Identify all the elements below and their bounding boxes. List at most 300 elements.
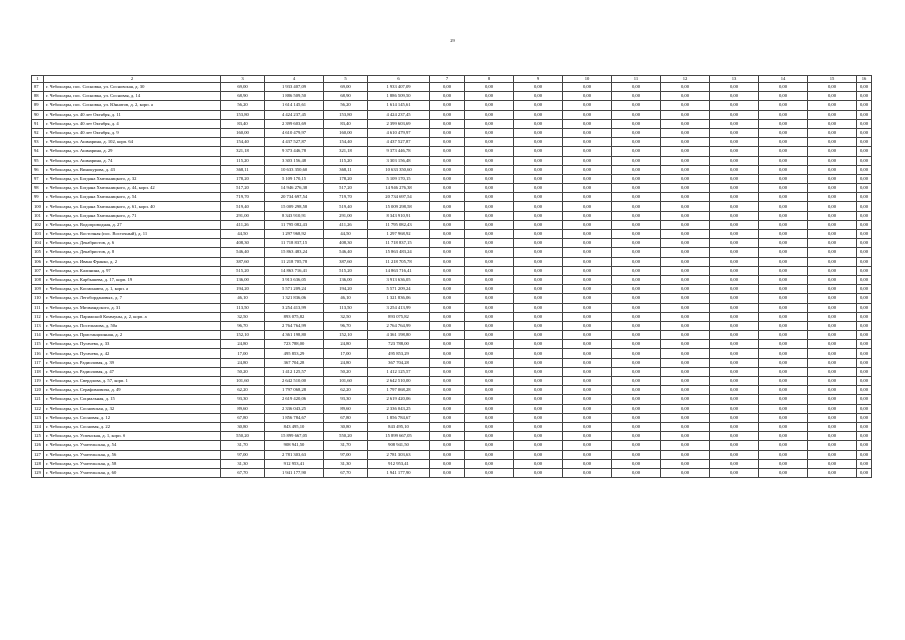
- cell-col-16: 0,00: [857, 119, 872, 128]
- cell-cost-2: 5 571 209,24: [368, 285, 430, 294]
- cell-row-number: 94: [32, 147, 44, 156]
- cell-cost-total: 14 863 716,41: [265, 266, 324, 275]
- cell-col-15: 0,00: [808, 83, 857, 92]
- cell-col-16: 0,00: [857, 110, 872, 119]
- cell-address: г. Чебоксары, ул. Сосновая, д. 22: [44, 422, 221, 431]
- cell-address: г. Чебоксары, ул. Карбышева, д. 17, корп. 19: [44, 275, 221, 284]
- cell-col-12: 0,00: [661, 138, 710, 147]
- cell-col-15: 0,00: [808, 248, 857, 257]
- cell-col-14: 0,00: [759, 321, 808, 330]
- cell-cost-total: 908 941,50: [265, 441, 324, 450]
- cell-col-12: 0,00: [661, 156, 710, 165]
- cell-col-14: 0,00: [759, 239, 808, 248]
- cell-col-15: 0,00: [808, 395, 857, 404]
- cell-cost-2: 8 343 910,91: [368, 211, 430, 220]
- cell-address: г. Чебоксары, ул. Богдана Хмельницкого, д. 54: [44, 193, 221, 202]
- cell-row-number: 128: [32, 459, 44, 468]
- cell-row-number: 100: [32, 202, 44, 211]
- cell-cost-total: 4 424 237,45: [265, 110, 324, 119]
- cell-area-2: 31,30: [324, 459, 368, 468]
- cell-col-8: 0,00: [465, 303, 514, 312]
- cell-col-12: 0,00: [661, 257, 710, 266]
- cell-cost-total: 3 913 636,05: [265, 275, 324, 284]
- cell-cost-2: 3 303 156,48: [368, 156, 430, 165]
- cell-col-9: 0,00: [514, 349, 563, 358]
- cell-cost-total: 15 863 483,24: [265, 248, 324, 257]
- cell-col-11: 0,00: [612, 386, 661, 395]
- cell-col-13: 0,00: [710, 147, 759, 156]
- table-row: [32, 441, 872, 450]
- cell-col-9: 0,00: [514, 92, 563, 101]
- cell-col-14: 0,00: [759, 450, 808, 459]
- cell-address: г. Чебоксары, ул. Парижской Коммуны, д. 2, корп. а: [44, 312, 221, 321]
- cell-area-total: 31,70: [221, 441, 265, 450]
- cell-col-8: 0,00: [465, 257, 514, 266]
- cell-col-10: 0,00: [563, 367, 612, 376]
- cell-col-15: 0,00: [808, 174, 857, 183]
- cell-col-14: 0,00: [759, 331, 808, 340]
- cell-col-13: 0,00: [710, 413, 759, 422]
- cell-col-10: 0,00: [563, 184, 612, 193]
- header-cell-col-9: 9: [514, 76, 563, 83]
- cell-col-9: 0,00: [514, 220, 563, 229]
- cell-col-7: 0,00: [430, 248, 465, 257]
- table-row: [32, 450, 872, 459]
- cell-col-11: 0,00: [612, 468, 661, 477]
- cell-cost-2: 4 424 237,45: [368, 110, 430, 119]
- cell-col-11: 0,00: [612, 266, 661, 275]
- cell-col-16: 0,00: [857, 147, 872, 156]
- cell-col-10: 0,00: [563, 101, 612, 110]
- cell-col-14: 0,00: [759, 248, 808, 257]
- cell-col-7: 0,00: [430, 184, 465, 193]
- cell-address: г. Чебоксары, ул. Учительская, д. 54: [44, 441, 221, 450]
- cell-area-2: 24,80: [324, 358, 368, 367]
- cell-cost-total: 11 795 082,43: [265, 220, 324, 229]
- cell-col-11: 0,00: [612, 128, 661, 137]
- cell-row-number: 97: [32, 174, 44, 183]
- cell-col-16: 0,00: [857, 303, 872, 312]
- cell-col-10: 0,00: [563, 358, 612, 367]
- cell-col-12: 0,00: [661, 413, 710, 422]
- cell-cost-total: 2 642 510,00: [265, 377, 324, 386]
- cell-col-9: 0,00: [514, 432, 563, 441]
- cell-col-14: 0,00: [759, 349, 808, 358]
- cell-col-9: 0,00: [514, 377, 563, 386]
- cell-col-13: 0,00: [710, 202, 759, 211]
- cell-col-8: 0,00: [465, 413, 514, 422]
- cell-cost-2: 1 856 784,67: [368, 413, 430, 422]
- cell-area-2: 115,20: [324, 156, 368, 165]
- cell-cost-2: 4 437 527,87: [368, 138, 430, 147]
- cell-col-7: 0,00: [430, 358, 465, 367]
- cell-col-15: 0,00: [808, 275, 857, 284]
- cell-col-13: 0,00: [710, 156, 759, 165]
- cell-col-7: 0,00: [430, 294, 465, 303]
- cell-col-16: 0,00: [857, 257, 872, 266]
- cell-col-11: 0,00: [612, 450, 661, 459]
- cell-area-2: 387,60: [324, 257, 368, 266]
- cell-col-13: 0,00: [710, 459, 759, 468]
- cell-row-number: 112: [32, 312, 44, 321]
- cell-col-14: 0,00: [759, 367, 808, 376]
- cell-col-9: 0,00: [514, 101, 563, 110]
- cell-address: г. Чебоксары, ул. 40 лет Октября, д. 9: [44, 128, 221, 137]
- cell-col-11: 0,00: [612, 92, 661, 101]
- cell-col-12: 0,00: [661, 340, 710, 349]
- cell-col-14: 0,00: [759, 432, 808, 441]
- cell-area-total: 46,10: [221, 294, 265, 303]
- cell-cost-2: 2 399 603,69: [368, 119, 430, 128]
- cell-col-14: 0,00: [759, 147, 808, 156]
- cell-col-14: 0,00: [759, 211, 808, 220]
- cell-col-8: 0,00: [465, 266, 514, 275]
- cell-area-2: 68,90: [324, 92, 368, 101]
- cell-col-9: 0,00: [514, 459, 563, 468]
- cell-cost-total: 843 495,10: [265, 422, 324, 431]
- cell-col-14: 0,00: [759, 441, 808, 450]
- table-row: [32, 202, 872, 211]
- cell-area-2: 30,80: [324, 422, 368, 431]
- cell-cost-total: 1 614 145,61: [265, 101, 324, 110]
- cell-col-13: 0,00: [710, 257, 759, 266]
- cell-col-12: 0,00: [661, 165, 710, 174]
- cell-col-13: 0,00: [710, 83, 759, 92]
- cell-col-14: 0,00: [759, 303, 808, 312]
- cell-col-12: 0,00: [661, 285, 710, 294]
- cell-col-16: 0,00: [857, 193, 872, 202]
- cell-col-11: 0,00: [612, 312, 661, 321]
- cell-row-number: 92: [32, 128, 44, 137]
- cell-col-8: 0,00: [465, 367, 514, 376]
- cell-area-total: 113,50: [221, 303, 265, 312]
- cell-address: г. Чебоксары, ул. Сосновая, д. 12: [44, 413, 221, 422]
- cell-col-7: 0,00: [430, 138, 465, 147]
- cell-cost-total: 1 412 125,57: [265, 367, 324, 376]
- cell-col-16: 0,00: [857, 266, 872, 275]
- cell-col-15: 0,00: [808, 358, 857, 367]
- cell-row-number: 111: [32, 303, 44, 312]
- cell-row-number: 87: [32, 83, 44, 92]
- cell-col-16: 0,00: [857, 211, 872, 220]
- table-row: [32, 367, 872, 376]
- cell-area-total: 517,20: [221, 184, 265, 193]
- cell-col-14: 0,00: [759, 377, 808, 386]
- cell-col-11: 0,00: [612, 404, 661, 413]
- cell-col-16: 0,00: [857, 248, 872, 257]
- cell-row-number: 113: [32, 321, 44, 330]
- cell-area-total: 101,60: [221, 377, 265, 386]
- cell-address: г. Чебоксары, ул. Богдана Хмельницкого, д. 71: [44, 211, 221, 220]
- cell-col-16: 0,00: [857, 377, 872, 386]
- cell-area-total: 30,80: [221, 422, 265, 431]
- cell-col-12: 0,00: [661, 422, 710, 431]
- cell-area-total: 178,20: [221, 174, 265, 183]
- cell-area-total: 67,80: [221, 413, 265, 422]
- cell-row-number: 126: [32, 441, 44, 450]
- cell-col-15: 0,00: [808, 101, 857, 110]
- cell-col-16: 0,00: [857, 275, 872, 284]
- cell-row-number: 102: [32, 220, 44, 229]
- cell-col-13: 0,00: [710, 358, 759, 367]
- cell-col-14: 0,00: [759, 266, 808, 275]
- cell-col-14: 0,00: [759, 110, 808, 119]
- cell-col-13: 0,00: [710, 468, 759, 477]
- cell-col-8: 0,00: [465, 321, 514, 330]
- cell-area-total: 291,00: [221, 211, 265, 220]
- cell-col-13: 0,00: [710, 266, 759, 275]
- cell-address: г. Чебоксары, ул. Ашмарина, д. 102, корп. 64: [44, 138, 221, 147]
- cell-cost-total: 1 321 836,06: [265, 294, 324, 303]
- cell-col-7: 0,00: [430, 110, 465, 119]
- cell-col-7: 0,00: [430, 331, 465, 340]
- cell-cost-2: 912 953,41: [368, 459, 430, 468]
- cell-col-7: 0,00: [430, 257, 465, 266]
- cell-cost-total: 723 788,00: [265, 340, 324, 349]
- cell-cost-2: 1 886 509,50: [368, 92, 430, 101]
- cell-col-11: 0,00: [612, 202, 661, 211]
- header-cell-col-7: 7: [430, 76, 465, 83]
- cell-row-number: 125: [32, 432, 44, 441]
- cell-col-11: 0,00: [612, 459, 661, 468]
- cell-col-11: 0,00: [612, 275, 661, 284]
- cell-col-14: 0,00: [759, 184, 808, 193]
- cell-address: г. Чебоксары, ул. Мичмандского, д. 31: [44, 303, 221, 312]
- cell-col-9: 0,00: [514, 128, 563, 137]
- cell-col-7: 0,00: [430, 239, 465, 248]
- table-row: [32, 331, 872, 340]
- cell-cost-2: 367 704,28: [368, 358, 430, 367]
- cell-area-2: 517,20: [324, 184, 368, 193]
- cell-area-total: 50,20: [221, 367, 265, 376]
- cell-col-10: 0,00: [563, 395, 612, 404]
- cell-cost-2: 893 075,82: [368, 312, 430, 321]
- cell-col-16: 0,00: [857, 202, 872, 211]
- table-row: [32, 147, 872, 156]
- cell-col-16: 0,00: [857, 432, 872, 441]
- cell-area-total: 154,40: [221, 138, 265, 147]
- cell-address: г. Чебоксары, ул. Легобордановых, д. 7: [44, 294, 221, 303]
- cell-col-11: 0,00: [612, 156, 661, 165]
- cell-col-9: 0,00: [514, 239, 563, 248]
- cell-col-8: 0,00: [465, 275, 514, 284]
- cell-col-15: 0,00: [808, 404, 857, 413]
- cell-row-number: 107: [32, 266, 44, 275]
- table-row: [32, 459, 872, 468]
- cell-col-13: 0,00: [710, 128, 759, 137]
- cell-col-12: 0,00: [661, 184, 710, 193]
- cell-row-number: 103: [32, 230, 44, 239]
- cell-col-15: 0,00: [808, 340, 857, 349]
- cell-col-11: 0,00: [612, 101, 661, 110]
- cell-col-13: 0,00: [710, 193, 759, 202]
- table-row: [32, 101, 872, 110]
- cell-col-7: 0,00: [430, 119, 465, 128]
- cell-col-13: 0,00: [710, 119, 759, 128]
- table-row: [32, 294, 872, 303]
- cell-col-13: 0,00: [710, 331, 759, 340]
- cell-area-total: 546,40: [221, 248, 265, 257]
- cell-col-14: 0,00: [759, 230, 808, 239]
- cell-cost-2: 1 941 177,90: [368, 468, 430, 477]
- cell-col-16: 0,00: [857, 92, 872, 101]
- cell-col-10: 0,00: [563, 386, 612, 395]
- cell-col-7: 0,00: [430, 202, 465, 211]
- header-cell-col-8: 8: [465, 76, 514, 83]
- cell-area-total: 136,00: [221, 275, 265, 284]
- cell-cost-2: 15 863 483,24: [368, 248, 430, 257]
- cell-cost-2: 495 853,29: [368, 349, 430, 358]
- cell-col-11: 0,00: [612, 432, 661, 441]
- cell-col-16: 0,00: [857, 413, 872, 422]
- cell-area-total: 96,70: [221, 321, 265, 330]
- cell-col-7: 0,00: [430, 156, 465, 165]
- cell-col-9: 0,00: [514, 312, 563, 321]
- cell-col-11: 0,00: [612, 211, 661, 220]
- cell-col-13: 0,00: [710, 432, 759, 441]
- cell-col-7: 0,00: [430, 386, 465, 395]
- cell-col-7: 0,00: [430, 321, 465, 330]
- cell-col-15: 0,00: [808, 211, 857, 220]
- cell-col-11: 0,00: [612, 349, 661, 358]
- cell-col-8: 0,00: [465, 119, 514, 128]
- cell-cost-total: 893 075,82: [265, 312, 324, 321]
- cell-col-11: 0,00: [612, 395, 661, 404]
- cell-col-16: 0,00: [857, 312, 872, 321]
- cell-area-2: 408,30: [324, 239, 368, 248]
- cell-cost-total: 912 953,41: [265, 459, 324, 468]
- cell-col-14: 0,00: [759, 174, 808, 183]
- cell-col-15: 0,00: [808, 432, 857, 441]
- cell-col-12: 0,00: [661, 312, 710, 321]
- cell-address: г. Чебоксары, пос. Сосновка, ул. Сосновая, д. 14: [44, 92, 221, 101]
- cell-col-10: 0,00: [563, 110, 612, 119]
- cell-col-7: 0,00: [430, 165, 465, 174]
- cell-col-8: 0,00: [465, 83, 514, 92]
- cell-col-8: 0,00: [465, 468, 514, 477]
- cell-col-13: 0,00: [710, 110, 759, 119]
- header-cell-col-10: 10: [563, 76, 612, 83]
- cell-col-13: 0,00: [710, 367, 759, 376]
- cell-address: г. Чебоксары, ул. Социальная, д. 15: [44, 395, 221, 404]
- cell-row-number: 96: [32, 165, 44, 174]
- cell-col-12: 0,00: [661, 128, 710, 137]
- cell-col-12: 0,00: [661, 248, 710, 257]
- cell-col-15: 0,00: [808, 321, 857, 330]
- cell-cost-total: 3 254 413,99: [265, 303, 324, 312]
- cell-area-2: 178,20: [324, 174, 368, 183]
- cell-cost-total: 11 218 705,78: [265, 257, 324, 266]
- cell-col-15: 0,00: [808, 450, 857, 459]
- cell-col-13: 0,00: [710, 386, 759, 395]
- cell-row-number: 105: [32, 248, 44, 257]
- cell-col-15: 0,00: [808, 285, 857, 294]
- cell-col-11: 0,00: [612, 285, 661, 294]
- cell-col-15: 0,00: [808, 266, 857, 275]
- cell-col-9: 0,00: [514, 211, 563, 220]
- cell-col-7: 0,00: [430, 211, 465, 220]
- cell-col-16: 0,00: [857, 450, 872, 459]
- table-row: [32, 257, 872, 266]
- cell-area-2: 719,70: [324, 193, 368, 202]
- cell-col-8: 0,00: [465, 165, 514, 174]
- cell-col-11: 0,00: [612, 358, 661, 367]
- cell-col-9: 0,00: [514, 321, 563, 330]
- cell-col-13: 0,00: [710, 248, 759, 257]
- cell-area-total: 515,20: [221, 266, 265, 275]
- cell-col-11: 0,00: [612, 340, 661, 349]
- cell-col-14: 0,00: [759, 202, 808, 211]
- cell-cost-total: 2 764 764,99: [265, 321, 324, 330]
- cell-col-14: 0,00: [759, 275, 808, 284]
- cell-col-14: 0,00: [759, 193, 808, 202]
- cell-row-number: 114: [32, 331, 44, 340]
- cell-cost-2: 1 412 125,57: [368, 367, 430, 376]
- cell-col-11: 0,00: [612, 413, 661, 422]
- cell-col-12: 0,00: [661, 92, 710, 101]
- cell-cost-total: 15 009 298,58: [265, 202, 324, 211]
- cell-row-number: 93: [32, 138, 44, 147]
- cell-col-7: 0,00: [430, 441, 465, 450]
- cell-address: г. Чебоксары, ул. Богдана Хмельницкого, д. 61, корп. 40: [44, 202, 221, 211]
- cell-col-10: 0,00: [563, 422, 612, 431]
- cell-area-2: 519,40: [324, 202, 368, 211]
- cell-col-12: 0,00: [661, 303, 710, 312]
- table-row: [32, 395, 872, 404]
- table-row: [32, 184, 872, 193]
- cell-col-16: 0,00: [857, 138, 872, 147]
- cell-address: г. Чебоксары, ул. Винокурова, д. 43: [44, 165, 221, 174]
- cell-area-2: 291,00: [324, 211, 368, 220]
- cell-col-7: 0,00: [430, 275, 465, 284]
- cell-row-number: 117: [32, 358, 44, 367]
- cell-col-10: 0,00: [563, 248, 612, 257]
- cell-address: г. Чебоксары, пос. Сосновка, ул. Сосновская, д. 30: [44, 83, 221, 92]
- cell-col-13: 0,00: [710, 404, 759, 413]
- cell-col-16: 0,00: [857, 468, 872, 477]
- cell-col-12: 0,00: [661, 193, 710, 202]
- cell-col-13: 0,00: [710, 303, 759, 312]
- cell-address: г. Чебоксары, ул. Сосновская, д. 32: [44, 404, 221, 413]
- cell-col-12: 0,00: [661, 331, 710, 340]
- cell-col-12: 0,00: [661, 367, 710, 376]
- cell-col-8: 0,00: [465, 312, 514, 321]
- cell-col-13: 0,00: [710, 294, 759, 303]
- cell-col-15: 0,00: [808, 92, 857, 101]
- cell-cost-total: 8 343 910,91: [265, 211, 324, 220]
- cell-cost-total: 10 633 350,60: [265, 165, 324, 174]
- cell-col-12: 0,00: [661, 294, 710, 303]
- cell-col-11: 0,00: [612, 138, 661, 147]
- cell-col-10: 0,00: [563, 275, 612, 284]
- cell-col-15: 0,00: [808, 220, 857, 229]
- cell-col-10: 0,00: [563, 239, 612, 248]
- cell-row-number: 98: [32, 184, 44, 193]
- cell-col-14: 0,00: [759, 386, 808, 395]
- cell-area-total: 97,00: [221, 450, 265, 459]
- cell-area-total: 408,30: [221, 239, 265, 248]
- cell-col-8: 0,00: [465, 441, 514, 450]
- cell-area-2: 46,10: [324, 294, 368, 303]
- cell-col-10: 0,00: [563, 138, 612, 147]
- cell-col-11: 0,00: [612, 294, 661, 303]
- cell-col-9: 0,00: [514, 331, 563, 340]
- cell-area-total: 550,20: [221, 432, 265, 441]
- cell-col-11: 0,00: [612, 239, 661, 248]
- cell-col-9: 0,00: [514, 110, 563, 119]
- cell-cost-2: 4 610 479,97: [368, 128, 430, 137]
- cell-area-total: 519,40: [221, 202, 265, 211]
